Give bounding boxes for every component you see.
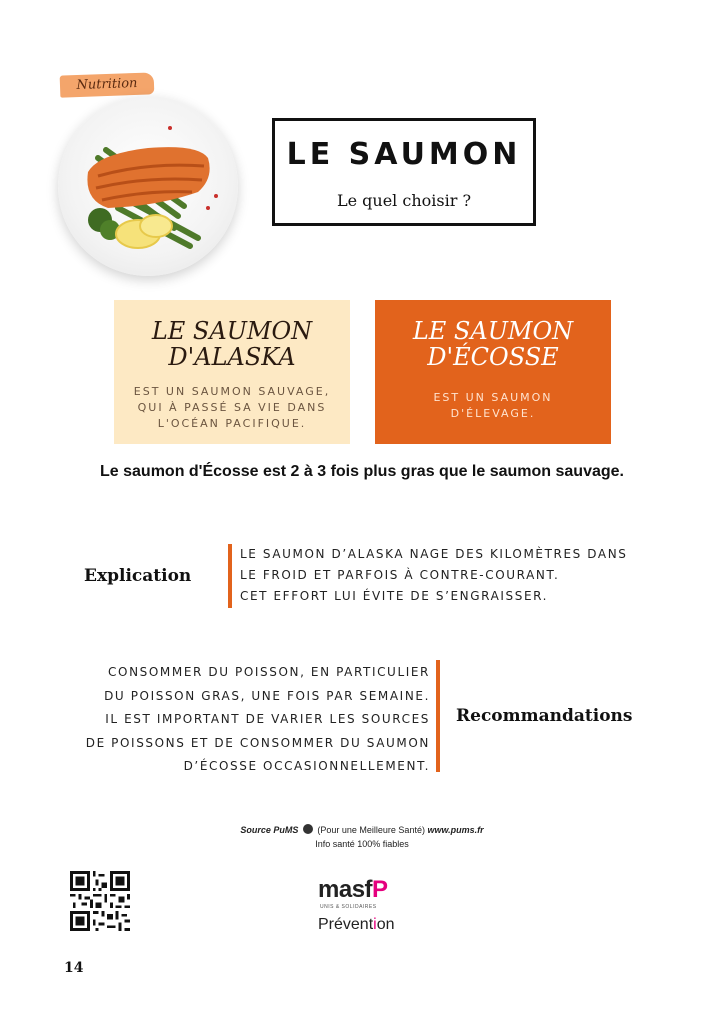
alaska-card-description (114, 384, 350, 432)
masfip-logo-mark: P (372, 876, 388, 903)
ecosse-card-title (375, 318, 611, 370)
qr-code-icon[interactable] (70, 871, 130, 931)
masfip-logo (318, 876, 388, 904)
explication-text (240, 544, 680, 607)
source-url-link[interactable]: www.pums.fr (427, 825, 484, 835)
recommandations-heading: Recommandations (456, 706, 633, 726)
reco-line4: DE POISSONS ET DE CONSOMMER DU SAUMON (85, 735, 430, 750)
explication-heading: Explication (84, 566, 192, 586)
reco-line3: IL EST IMPORTANT DE VARIER LES SOURCES (105, 712, 430, 726)
alaska-card-title (114, 318, 350, 370)
prevention-logo-mark: i (373, 916, 377, 933)
source-prefix: Source PuMS (240, 825, 299, 835)
alaska-salmon-card (114, 300, 350, 444)
ecosse-desc-line1: EST UN SAUMON (433, 391, 553, 404)
salmon-dish-illustration (58, 96, 238, 276)
source-credit (0, 823, 724, 851)
ecosse-title-line2: D'ÉCOSSE (427, 343, 559, 371)
explication-divider (228, 544, 232, 608)
alaska-desc-line3: L'OCÉAN PACIFIQUE. (157, 417, 307, 430)
pums-logo-icon (303, 824, 313, 834)
source-line2: Info santé 100% fiables (315, 839, 409, 849)
page-title: LE SAUMON (286, 137, 522, 172)
nutrition-tag (60, 72, 155, 97)
masfip-logo-text: masf (318, 876, 373, 903)
explication-line1: LE SAUMON D’ALASKA NAGE DES KILOMÈTRES DANS (240, 547, 628, 561)
reco-line5: D’ÉCOSSE OCCASIONNELLEMENT. (183, 759, 430, 773)
alaska-desc-line1: EST UN SAUMON SAUVAGE, (133, 385, 331, 398)
salmon-plate-image (58, 96, 238, 276)
nutrition-tag-label: Nutrition (76, 75, 138, 94)
alaska-title-line1: LE SAUMON (151, 317, 313, 345)
explication-line3: CET EFFORT LUI ÉVITE DE S’ENGRAISSER. (240, 589, 549, 603)
masfip-tagline: UNIS & SOLIDAIRES (320, 904, 377, 910)
page-subtitle: Le quel choisir ? (336, 191, 472, 210)
recommandations-text (60, 661, 430, 779)
prevention-logo (318, 916, 395, 934)
source-line1 (0, 823, 724, 837)
reco-line1: CONSOMMER DU POISSON, EN PARTICULIER (108, 665, 430, 679)
ecosse-card-description (375, 390, 611, 422)
title-box (272, 118, 536, 226)
recommandations-divider (436, 660, 440, 772)
alaska-desc-line2: QUI À PASSÉ SA VIE DANS (137, 401, 327, 414)
ecosse-desc-line2: D'ÉLEVAGE. (450, 407, 536, 420)
prevention-logo-prefix: Prévent (318, 916, 374, 933)
source-middle: (Pour une Meilleure Santé) (317, 825, 425, 835)
page-number: 14 (64, 960, 84, 976)
alaska-title-line2: D'ALASKA (168, 343, 296, 371)
ecosse-salmon-card (375, 300, 611, 444)
ecosse-title-line1: LE SAUMON (412, 317, 574, 345)
prevention-logo-suffix: on (376, 916, 395, 933)
reco-line2: DU POISSON GRAS, UNE FOIS PAR SEMAINE. (104, 688, 430, 703)
explication-line2: LE FROID ET PARFOIS À CONTRE-COURANT. (240, 568, 560, 582)
fat-comparison-statement: Le saumon d'Écosse est 2 à 3 fois plus gras que le saumon sauvage. (100, 463, 624, 480)
